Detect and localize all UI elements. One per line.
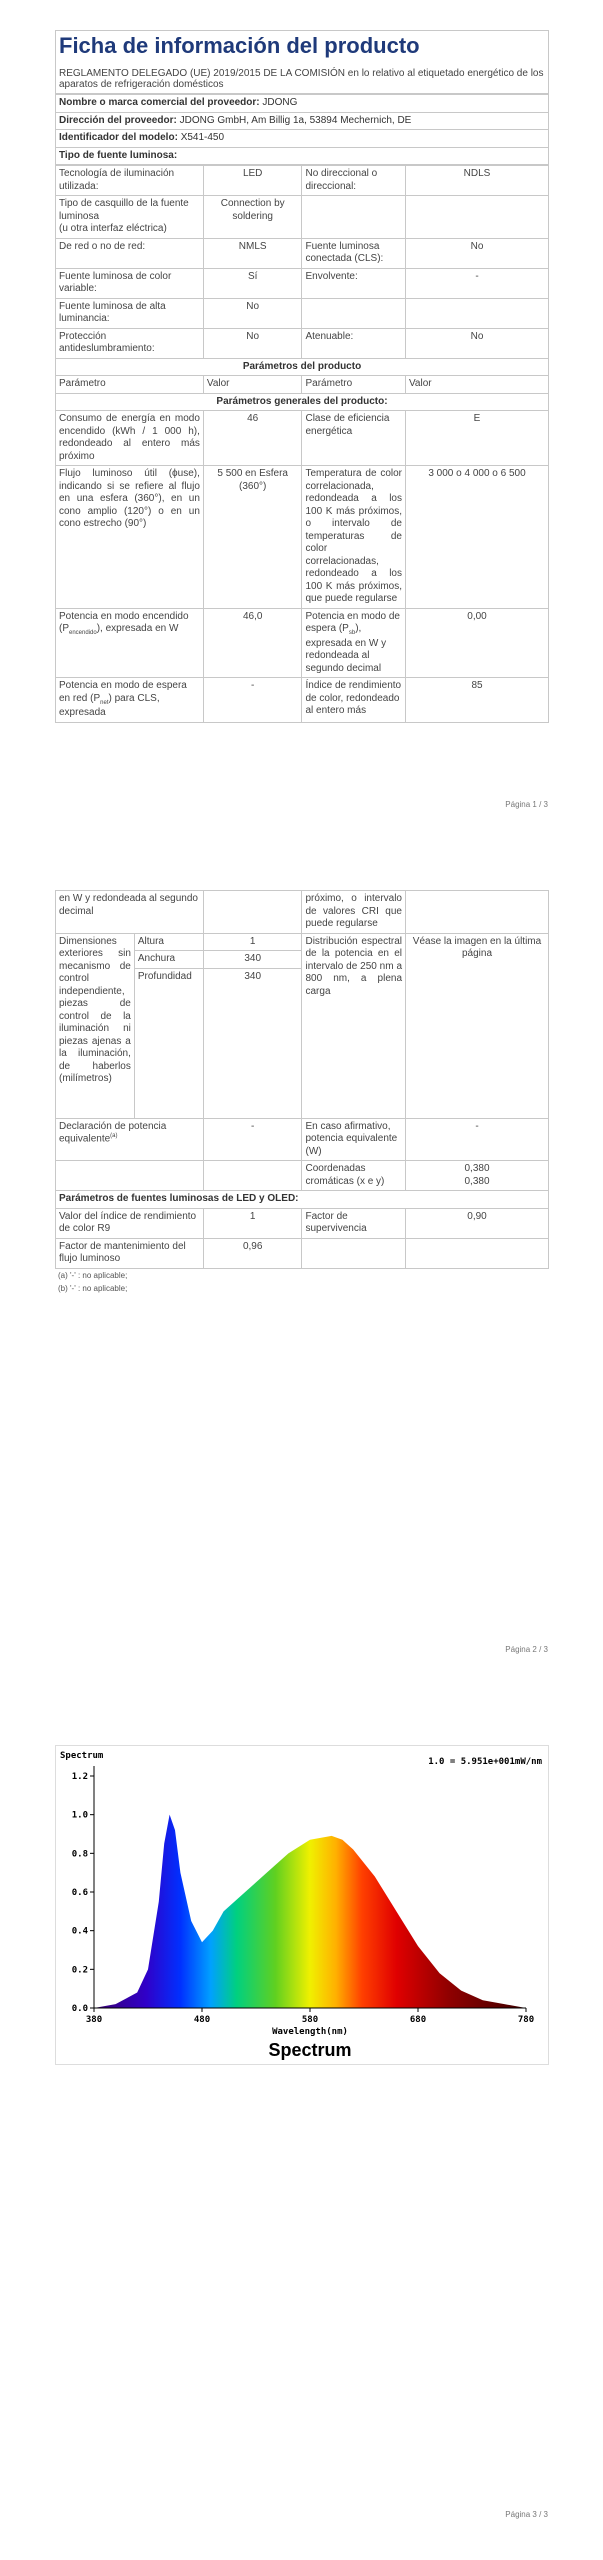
empty-cell <box>302 196 406 239</box>
cri-label: Índice de rendimiento de color, redondeado al entero más <box>302 678 406 723</box>
footnote-a: (a) '-' : no aplicable; <box>58 1270 128 1280</box>
y-tick-label: 0.6 <box>71 1888 88 1898</box>
empty-cell <box>406 891 549 934</box>
depth-label: Profundidad <box>134 968 203 1118</box>
equiv-watt-value: - <box>406 1118 549 1161</box>
y-tick-label: 0.0 <box>71 2004 88 2014</box>
params-section-heading: Parámetros del producto <box>56 358 549 376</box>
spectrum-chart <box>55 1745 549 2065</box>
dimensions-label: Dimensiones exteriores sin mecanismo de control independiente, piezas de control de la iluminación ni piezas ajenas a la iluminación, de haberlos (milímetros) <box>56 933 135 1118</box>
model-label: Identificador del modelo: <box>59 132 178 143</box>
empty-cell <box>302 298 406 328</box>
height-value: 1 <box>203 933 302 951</box>
r9-value: 1 <box>203 1208 302 1238</box>
standby-power-value: 0,00 <box>406 608 549 678</box>
network-standby-subscript: net <box>100 699 109 706</box>
empty-cell <box>406 1238 549 1268</box>
spectrum-plot <box>56 1746 548 2064</box>
led-section-heading: Parámetros de fuentes luminosas de LED y OLED: <box>56 1191 549 1209</box>
x-axis-label: Wavelength(nm) <box>272 2027 348 2037</box>
tech-value: LED <box>203 166 302 196</box>
chroma-x: 0,380 <box>464 1163 490 1174</box>
maintenance-value: 0,96 <box>203 1238 302 1268</box>
supplier-address-label: Dirección del proveedor: <box>59 114 177 126</box>
mains-value: NMLS <box>203 238 302 268</box>
x-tick-label: 780 <box>517 2015 535 2025</box>
empty-cell <box>302 1238 406 1268</box>
cap-label: Tipo de casquillo de la fuente luminosa <box>59 198 189 222</box>
chroma-y: 0,380 <box>464 1175 490 1187</box>
directional-label: No direccional o direccional: <box>302 166 406 196</box>
energy-label: Consumo de energía en modo encendido (kWh / 1 000 h), redondeado al entero más próximo <box>56 411 204 466</box>
height-label: Altura <box>134 933 203 951</box>
model-row <box>56 130 549 148</box>
y-tick-label: 0.2 <box>71 1965 88 1976</box>
supplier-name-row <box>56 95 549 113</box>
network-standby-label <box>56 678 204 723</box>
dimmable-label: Atenuable: <box>302 328 406 358</box>
on-power-label-b: ), expresada en W <box>96 623 179 634</box>
mains-label: De red o no de red: <box>56 238 204 268</box>
empty-cell <box>406 196 549 239</box>
general-params-heading: Parámetros generales del producto: <box>56 393 549 411</box>
footnote-b: (b) '-' : no aplicable; <box>58 1283 128 1293</box>
flux-value: 5 500 en Esfera (360°) <box>203 466 302 609</box>
regulation-text: REGLAMENTO DELEGADO (UE) 2019/2015 DE LA COMISIÓN en lo relativo al etiquetado energético de los aparatos de refrigeración domésticos <box>55 65 549 94</box>
survival-value: 0,90 <box>406 1208 549 1238</box>
envelope-value: - <box>406 268 549 298</box>
chroma-values <box>406 1161 549 1191</box>
on-power-value: 46,0 <box>203 608 302 678</box>
empty-cell <box>203 1161 302 1191</box>
col-header-value: Valor <box>406 376 549 394</box>
source-type-table <box>55 165 549 723</box>
glare-value: No <box>203 328 302 358</box>
width-value: 340 <box>203 951 302 969</box>
empty-cell <box>203 891 302 934</box>
high-luminance-label: Fuente luminosa de alta luminancia: <box>56 298 204 328</box>
scale-note: 1.0 = 5.951e+001mW/nm <box>428 1757 542 1767</box>
y-tick-label: 1.2 <box>71 1772 88 1782</box>
empty-cell <box>56 1161 204 1191</box>
empty-cell <box>406 298 549 328</box>
network-standby-label-a: Potencia en modo de espera en red (P <box>59 680 187 704</box>
x-tick-label: 480 <box>193 2015 211 2025</box>
dimmable-value: No <box>406 328 549 358</box>
equiv-label <box>56 1118 204 1161</box>
document-title: Ficha de información del producto <box>59 33 420 58</box>
supplier-table <box>55 94 549 165</box>
col-header-param: Parámetro <box>56 376 204 394</box>
page-2 <box>55 890 549 1295</box>
standby-power-subscript: sb <box>348 630 356 636</box>
cap-label-cell <box>56 196 204 239</box>
class-value: E <box>406 411 549 466</box>
page-number-2: Página 2 / 3 <box>505 1645 548 1654</box>
cls-label: Fuente luminosa conectada (CLS): <box>302 238 406 268</box>
standby-power-label-b: ), expresada en W y redondeada al segundo decimal <box>305 623 387 674</box>
equiv-label-text: Declaración de potencia equivalente <box>59 1120 167 1145</box>
maintenance-label: Factor de mantenimiento del flujo luminoso <box>56 1238 204 1268</box>
page-number-3: Página 3 / 3 <box>505 2510 548 2519</box>
page-1 <box>55 30 549 723</box>
cri-label-cont: próximo, o intervalo de valores CRI que puede regularse <box>302 891 406 934</box>
cct-label: Temperatura de color correlacionada, redondeada a los 100 K más próximos, o intervalo de temperaturas de color correlacionadas, redondeado a los 100 K más próximos, que puede regularse <box>302 466 406 609</box>
supplier-name-value: JDONG <box>262 97 298 108</box>
y-axis-title: Spectrum <box>60 1751 104 1761</box>
cap-value: Connection by soldering <box>203 196 302 239</box>
equiv-value: - <box>203 1118 302 1161</box>
class-label: Clase de eficiencia energética <box>302 411 406 466</box>
network-standby-label-cont: en W y redondeada al segundo decimal <box>56 891 204 934</box>
y-tick-label: 0.4 <box>71 1926 88 1937</box>
equiv-watt-label: En caso afirmativo, potencia equivalente (W) <box>302 1118 406 1161</box>
standby-power-label-a: Potencia en modo de espera (P <box>305 610 400 634</box>
x-tick-label: 380 <box>85 2015 103 2025</box>
y-tick-label: 0.8 <box>71 1849 88 1860</box>
on-power-label-a: Potencia en modo encendido (P <box>59 610 189 634</box>
energy-value: 46 <box>203 411 302 466</box>
col-header-value: Valor <box>203 376 302 394</box>
x-tick-label: 680 <box>409 2015 427 2025</box>
x-tick-label: 580 <box>301 2015 319 2025</box>
tunable-value: Sí <box>203 268 302 298</box>
glare-label: Protección antideslumbramiento: <box>56 328 204 358</box>
standby-power-label <box>302 608 406 678</box>
col-header-param: Parámetro <box>302 376 406 394</box>
spectrum-area <box>94 1815 526 2008</box>
source-section-heading: Tipo de fuente luminosa: <box>56 147 549 165</box>
chart-layer <box>60 1751 543 2060</box>
supplier-address-row <box>56 112 549 130</box>
cri-value: 85 <box>406 678 549 723</box>
spd-value: Véase la imagen en la última página <box>406 933 549 1118</box>
supplier-address-value: JDONG GmbH, Am Billig 1a, 53894 Mechernich, DE <box>179 114 412 126</box>
width-label: Anchura <box>134 951 203 969</box>
network-standby-label-b: ) para CLS, expresada <box>59 692 160 718</box>
flux-label: Flujo luminoso útil (ϕuse), indicando si se refiere al flujo en una esfera (360°), en un cono amplio (120°) o en un cono estrecho (90°) <box>56 466 204 609</box>
tech-label: Tecnología de iluminación utilizada: <box>56 166 204 196</box>
model-value: X541-450 <box>180 132 225 143</box>
cct-value: 3 000 o 4 000 o 6 500 <box>406 466 549 609</box>
spd-label: Distribución espectral de la potencia en el intervalo de 250 nm a 800 nm, a plena carga <box>302 933 406 1118</box>
chart-title: Spectrum <box>268 2040 352 2060</box>
depth-value: 340 <box>203 968 302 1118</box>
survival-label: Factor de supervivencia <box>302 1208 406 1238</box>
on-power-label <box>56 608 204 678</box>
chroma-label: Coordenadas cromáticas (x e y) <box>302 1161 406 1191</box>
supplier-name-label: Nombre o marca comercial del proveedor: <box>59 97 260 108</box>
cap-label-extra: (u otra interfaz eléctrica) <box>59 223 167 234</box>
high-luminance-value: No <box>203 298 302 328</box>
directional-value: NDLS <box>406 166 549 196</box>
y-tick-label: 1.0 <box>71 1810 88 1821</box>
r9-label: Valor del índice de rendimiento de color R9 <box>56 1208 204 1238</box>
params-continued-table <box>55 890 549 1269</box>
cls-value: No <box>406 238 549 268</box>
equiv-footnote-mark: (a) <box>110 1133 118 1139</box>
tunable-label: Fuente luminosa de color variable: <box>56 268 204 298</box>
on-power-subscript: encendido <box>69 630 97 636</box>
page-number-1: Página 1 / 3 <box>505 800 548 809</box>
network-standby-value: - <box>203 678 302 723</box>
envelope-label: Envolvente: <box>302 268 406 298</box>
